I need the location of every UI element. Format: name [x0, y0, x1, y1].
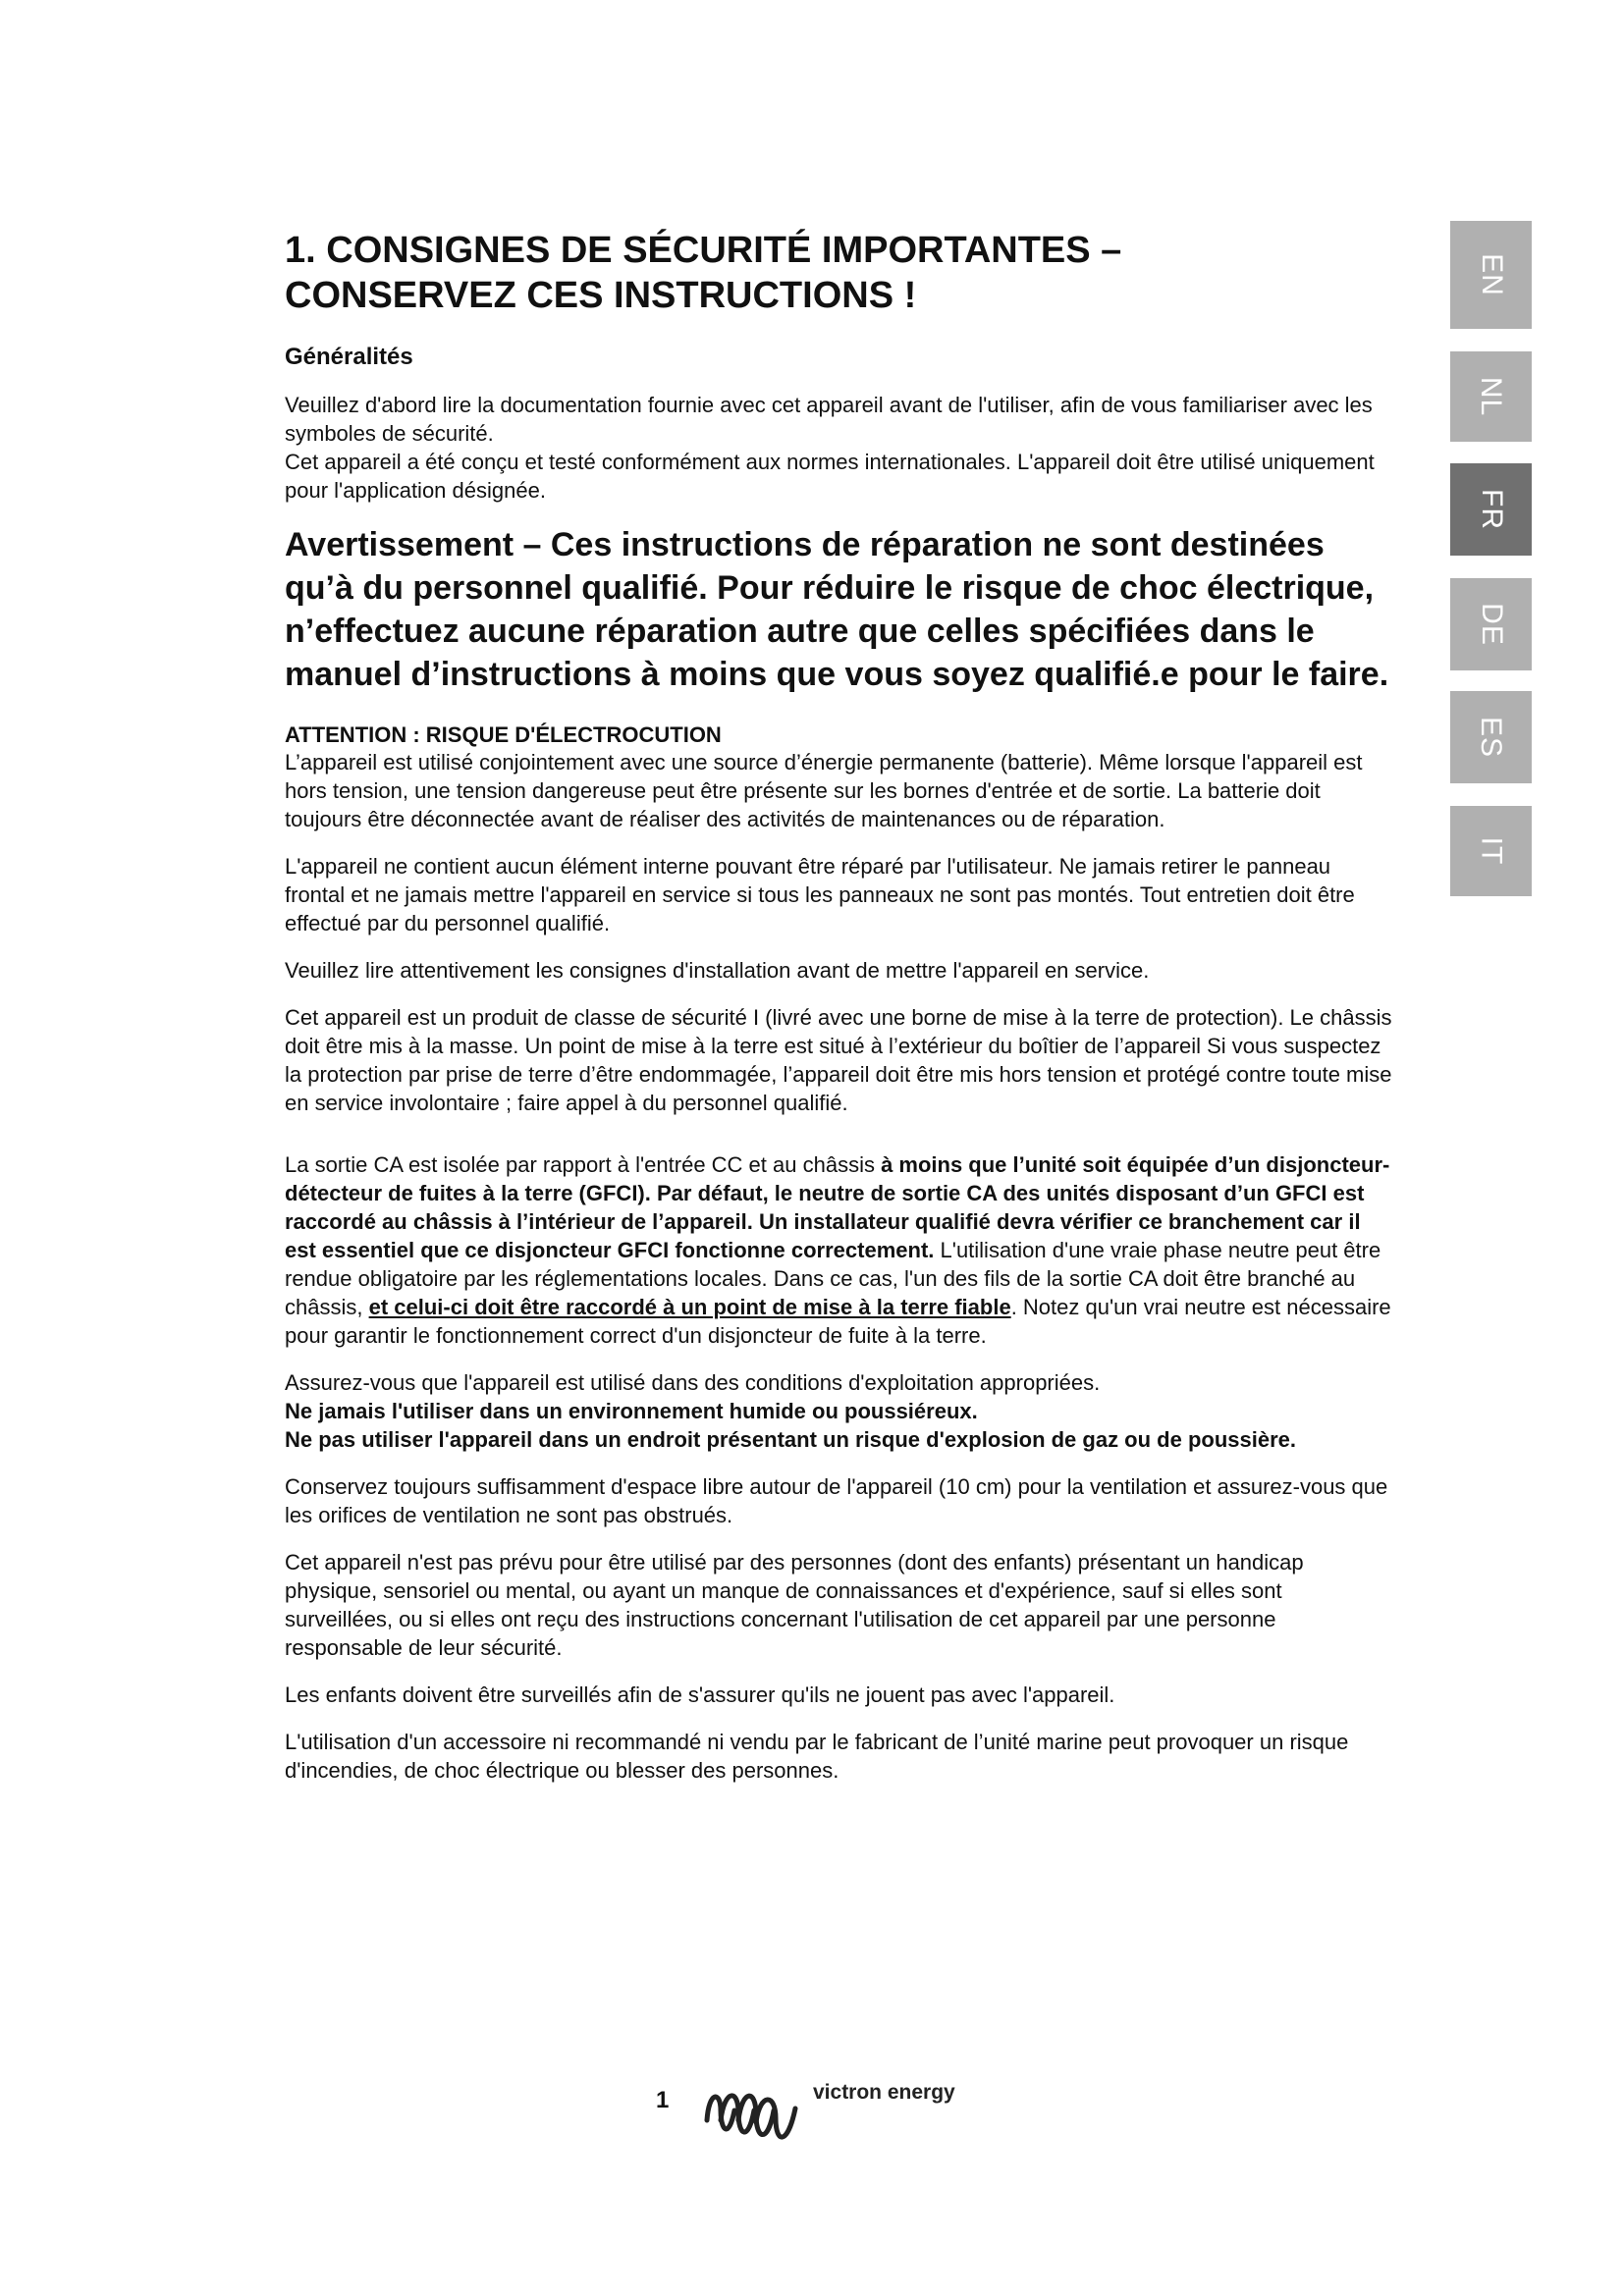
general-heading: Généralités: [285, 344, 413, 370]
accessory-paragraph: L'utilisation d'un accessoire ni recommandé ni vendu par le fabricant de l’unité marine peut provoquer un risque d'incendies, de choc électrique ou blesser des personnes.: [285, 1730, 1349, 1783]
lang-tab-nl[interactable]: [1450, 351, 1532, 442]
children-paragraph: Les enfants doivent être surveillés afin de s'assurer qu'ils ne jouent pas avec l'appareil.: [285, 1682, 1115, 1707]
environment-paragraph: [285, 1368, 1394, 1454]
page-number: 1: [656, 2087, 670, 2113]
lang-tab-it[interactable]: [1450, 806, 1532, 896]
persons-paragraph: Cet appareil n'est pas prévu pour être utilisé par des personnes (dont des enfants) présentant un handicap physique, sensoriel ou mental, ou ayant un manque de connaissances et d'expérience, sauf si elles sont surveillées, ou si elles ont reçu des instructions concernant l'utilisation de cet appareil par une personne responsable de leur sécurité.: [285, 1550, 1304, 1660]
attention-title: ATTENTION : RISQUE D'ÉLECTROCUTION: [285, 722, 722, 747]
attention-text: L’appareil est utilisé conjointement avec une source d’énergie permanente (batterie). Même lorsque l'appareil est hors tension, une tension dangereuse peut être présente sur les bornes d'entrée et de sortie. La batterie doit toujours être déconnectée avant de réaliser des activités de maintenances ou de réparation.: [285, 750, 1363, 831]
ac-bold-text: à moins que l’unité soit équipée d’un disjoncteur-détecteur de fuites à la terre (GFCI). Par défaut, le neutre de sortie CA des unités disposant d’un GFCI est raccordé au châssis à l’intérieur de l’appareil. Un installateur qualifié devra vérifier ce branchement car il est essentiel que ce disjoncteur GFCI fonctionne correctement.: [285, 1152, 1390, 1262]
ac-text-3: . Notez qu'un vrai neutre est nécessaire pour garantir le fonctionnement correct d'un disjoncteur de fuite à la terre.: [285, 1295, 1391, 1348]
safety-class-paragraph: Cet appareil est un produit de classe de sécurité I (livré avec une borne de mise à la terre de protection). Le châssis doit être mis à la masse. Un point de mise à la terre est situé à l’extérieur du boîtier de l’appareil Si vous suspectez la protection par prise de terre d’être endommagée, l’appareil doit être mis hors tension et protégé contre toute mise en service involontaire ; faire appel à du personnel qualifié.: [285, 1005, 1392, 1115]
lang-tab-label: NL: [1475, 376, 1508, 417]
warning-block: Avertissement – Ces instructions de réparation ne sont destinées qu’à du personnel qualifié. Pour réduire le risque de choc électrique, n’effectuez aucune réparation autre que celles spécifiées dans le manuel d’instructions à moins que vous soyez qualifié.e pour le faire.: [285, 526, 1389, 693]
ac-output-paragraph: [285, 1150, 1394, 1350]
ac-underlined-text: et celui-ci doit être raccordé à un point de mise à la terre fiable: [368, 1295, 1011, 1319]
env-bold-1: Ne jamais l'utiliser dans un environnement humide ou poussiéreux.: [285, 1399, 978, 1423]
env-text: Assurez-vous que l'appareil est utilisé dans des conditions d'exploitation appropriées.: [285, 1370, 1101, 1395]
brand-name: victron energy: [813, 2081, 955, 2104]
ac-text-2: L'utilisation d'une vraie phase neutre peut être rendue obligatoire par les réglementations locales. Dans ce cas, l'un des fils de la sortie CA doit être branché au châssis,: [285, 1238, 1381, 1319]
lang-tab-es[interactable]: [1450, 691, 1532, 783]
attention-block: [285, 721, 1394, 833]
internal-parts-paragraph: L'appareil ne contient aucun élément interne pouvant être réparé par l'utilisateur. Ne jamais retirer le panneau frontal et ne jamais mettre l'appareil en service si tous les panneaux ne sont pas montés. Tout entretien doit être effectué par du personnel qualifié.: [285, 854, 1355, 935]
victron-logo-icon: [699, 2081, 807, 2150]
lang-tab-label: FR: [1475, 489, 1508, 530]
page-footer: [0, 2081, 1624, 2160]
general-paragraph-1: Veuillez d'abord lire la documentation fournie avec cet appareil avant de l'utiliser, afin de vous familiariser avec les symboles de sécurité.: [285, 393, 1373, 446]
lang-tab-fr[interactable]: [1450, 463, 1532, 556]
ac-text-1: La sortie CA est isolée par rapport à l'entrée CC et au châssis: [285, 1152, 882, 1177]
lang-tab-en[interactable]: [1450, 221, 1532, 329]
lang-tab-de[interactable]: [1450, 578, 1532, 670]
lang-tab-label: DE: [1475, 603, 1508, 646]
env-bold-2: Ne pas utiliser l'appareil dans un endroit présentant un risque d'explosion de gaz ou de poussière.: [285, 1427, 1297, 1452]
title-line-2: CONSERVEZ CES INSTRUCTIONS !: [285, 275, 917, 316]
ventilation-paragraph: Conservez toujours suffisamment d'espace libre autour de l'appareil (10 cm) pour la ventilation et assurez-vous que les orifices de ventilation ne sont pas obstrués.: [285, 1474, 1388, 1527]
lang-tab-label: IT: [1475, 836, 1508, 866]
lang-tab-label: ES: [1475, 716, 1508, 759]
document-body: [285, 228, 1394, 1803]
install-paragraph: Veuillez lire attentivement les consignes d'installation avant de mettre l'appareil en service.: [285, 958, 1150, 983]
title-line-1: 1. CONSIGNES DE SÉCURITÉ IMPORTANTES –: [285, 230, 1122, 271]
general-paragraph-2: Cet appareil a été conçu et testé conformément aux normes internationales. L'appareil doit être utilisé uniquement pour l'application désignée.: [285, 450, 1375, 503]
lang-tab-label: EN: [1475, 253, 1508, 296]
page-title: [285, 228, 1394, 318]
